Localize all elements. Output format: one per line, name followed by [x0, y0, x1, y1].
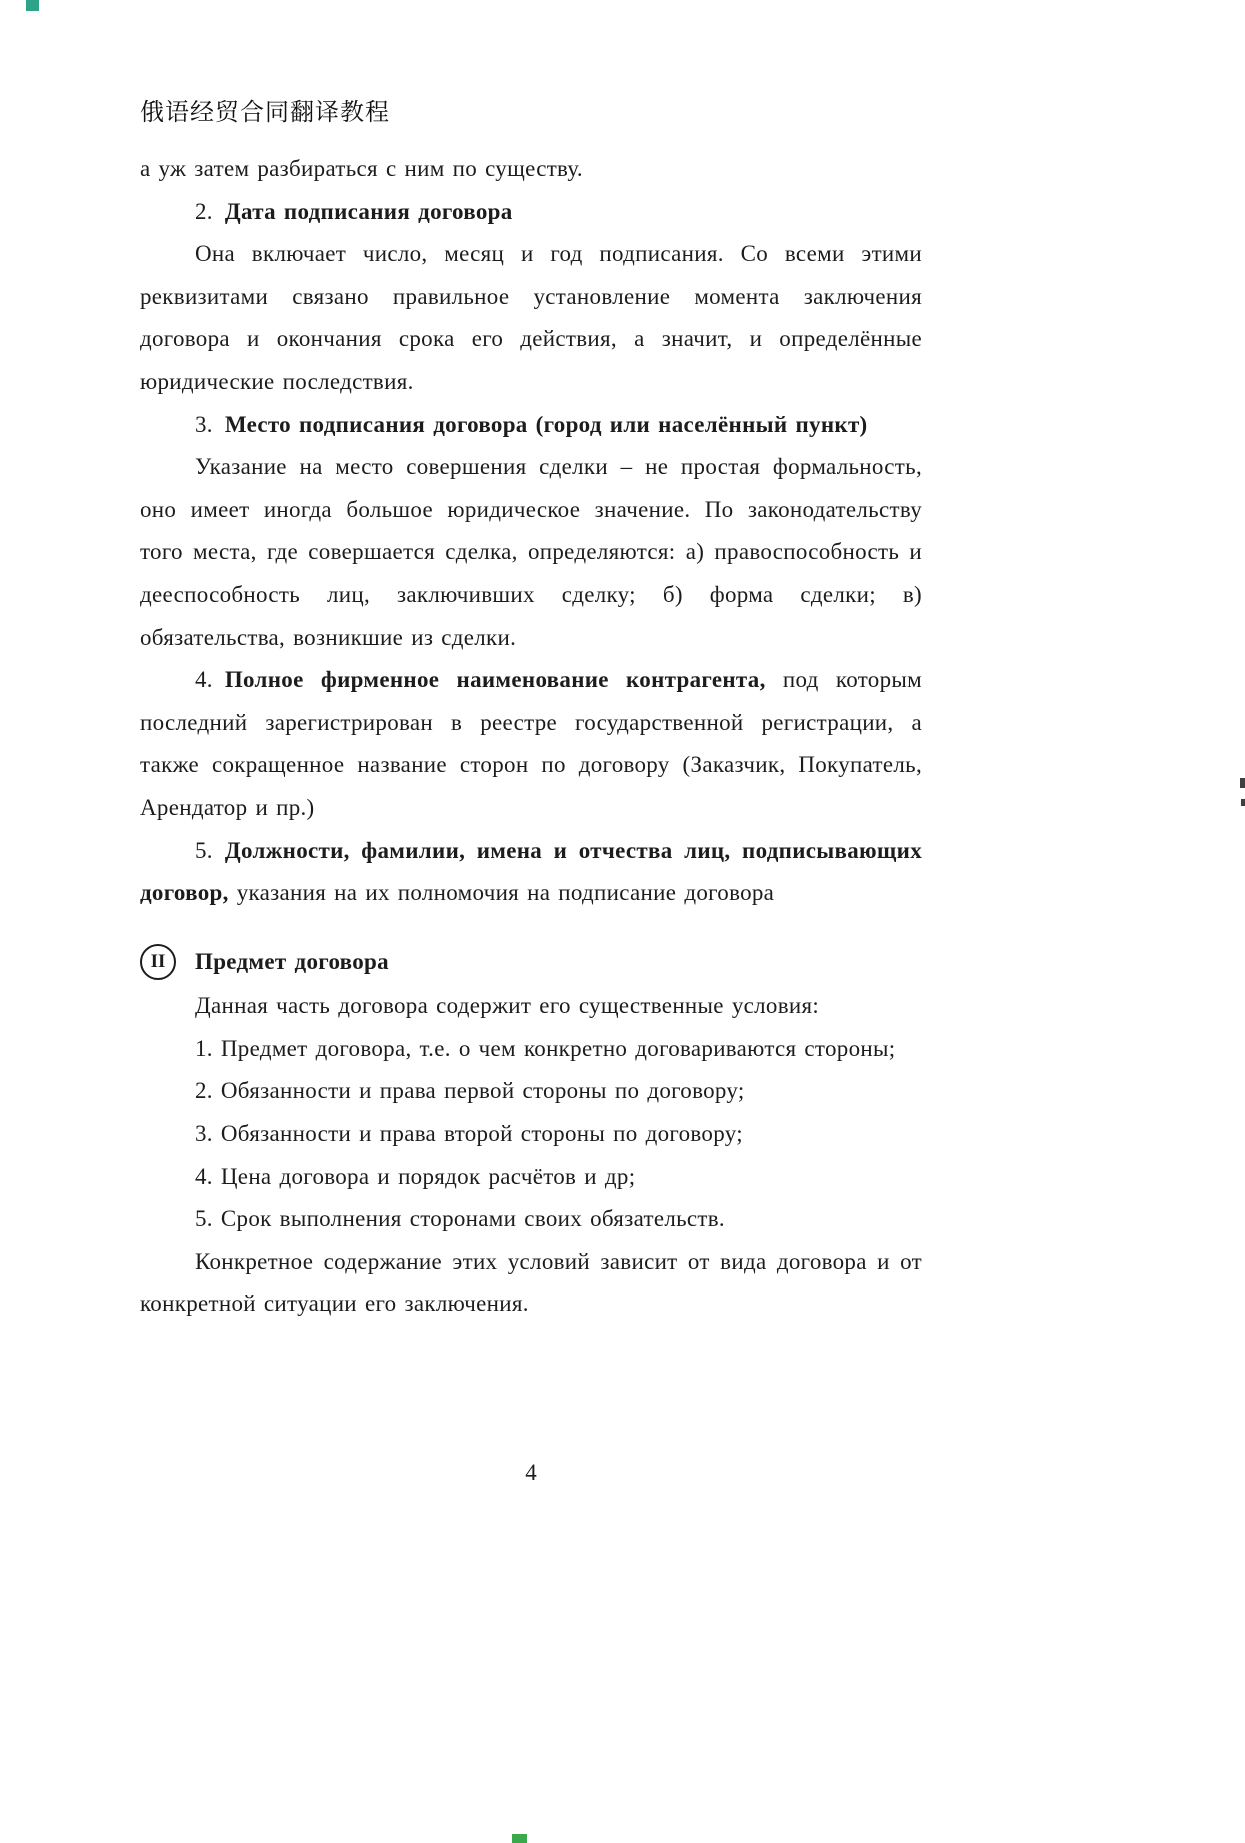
section-2-marker-circle: [140, 944, 176, 980]
condition-item-1: 1. Предмет договора, т.е. о чем конкретно договариваются стороны;: [195, 1035, 896, 1061]
page-number: 4: [525, 1460, 537, 1485]
item-2-number: 2.: [195, 198, 213, 224]
condition-item-5: 5. Срок выполнения сторонами своих обязательств.: [195, 1206, 725, 1232]
condition-item-2: 2. Обязанности и права первой стороны по договору;: [195, 1078, 745, 1104]
paragraph-item-5: [140, 830, 922, 915]
item-5-number: 5.: [195, 837, 213, 863]
section-2-marker-label: II: [150, 950, 166, 972]
item-2-title: Дата подписания договора: [224, 198, 513, 224]
book-title-header: 俄语经贸合同翻译教程: [140, 98, 390, 126]
scan-artifact-edge-1: [1240, 778, 1245, 788]
item-5-title: Должности, фамилии, имена и отчества лиц, подписывающих договор,: [140, 837, 922, 906]
item-4-number: 4.: [195, 667, 213, 693]
scan-artifact-top-left: [26, 0, 39, 11]
paragraph-item-4: [140, 659, 922, 829]
section-2-heading: [140, 941, 922, 984]
item-3-number: 3.: [195, 411, 213, 437]
scan-artifact-bottom: [512, 1834, 527, 1843]
paragraph-item-3-body: Указание на место совершения сделки – не простая формальность, оно имеет иногда большое юридическое значение. По законодательству того места, где совершается сделка, определяются: а) правоспособность и дееспособность лиц, заключивших сделку; б) форма сделки; в) обязательства, возникшие из сделки.: [140, 454, 922, 650]
scan-artifact-edge-2: [1241, 799, 1245, 806]
item-2-heading: [140, 191, 922, 234]
section-2-title: Предмет договора: [195, 948, 389, 974]
paragraph-item-2-body: Она включает число, месяц и год подписания. Со всеми этими реквизитами связано правильное установление момента заключения договора и окончания срока его действия, а значит, и определённые юридические последствия.: [140, 241, 922, 394]
section-2-lead: Данная часть договора содержит его существенные условия:: [195, 993, 820, 1019]
paragraph-intro: а уж затем разбираться с ним по существу.: [140, 156, 583, 181]
item-4-text: под которым последний зарегистрирован в реестре государственной регистрации, а также сокращенное название сторон по договору (Заказчик, Покупатель, Арендатор и пр.): [140, 667, 922, 820]
condition-item-4: 4. Цена договора и порядок расчётов и др;: [195, 1163, 636, 1189]
item-3-title: Место подписания договора (город или населённый пункт): [224, 411, 868, 437]
condition-item-3: 3. Обязанности и права второй стороны по договору;: [195, 1121, 743, 1147]
section-2-closing: Конкретное содержание этих условий зависит от вида договора и от конкретной ситуации его заключения.: [140, 1248, 922, 1317]
page-content: [140, 148, 922, 1326]
item-4-title: Полное фирменное наименование контрагента,: [224, 667, 766, 693]
item-3-heading: [140, 404, 922, 447]
item-5-text: указания на их полномочия на подписание договора: [228, 880, 775, 906]
